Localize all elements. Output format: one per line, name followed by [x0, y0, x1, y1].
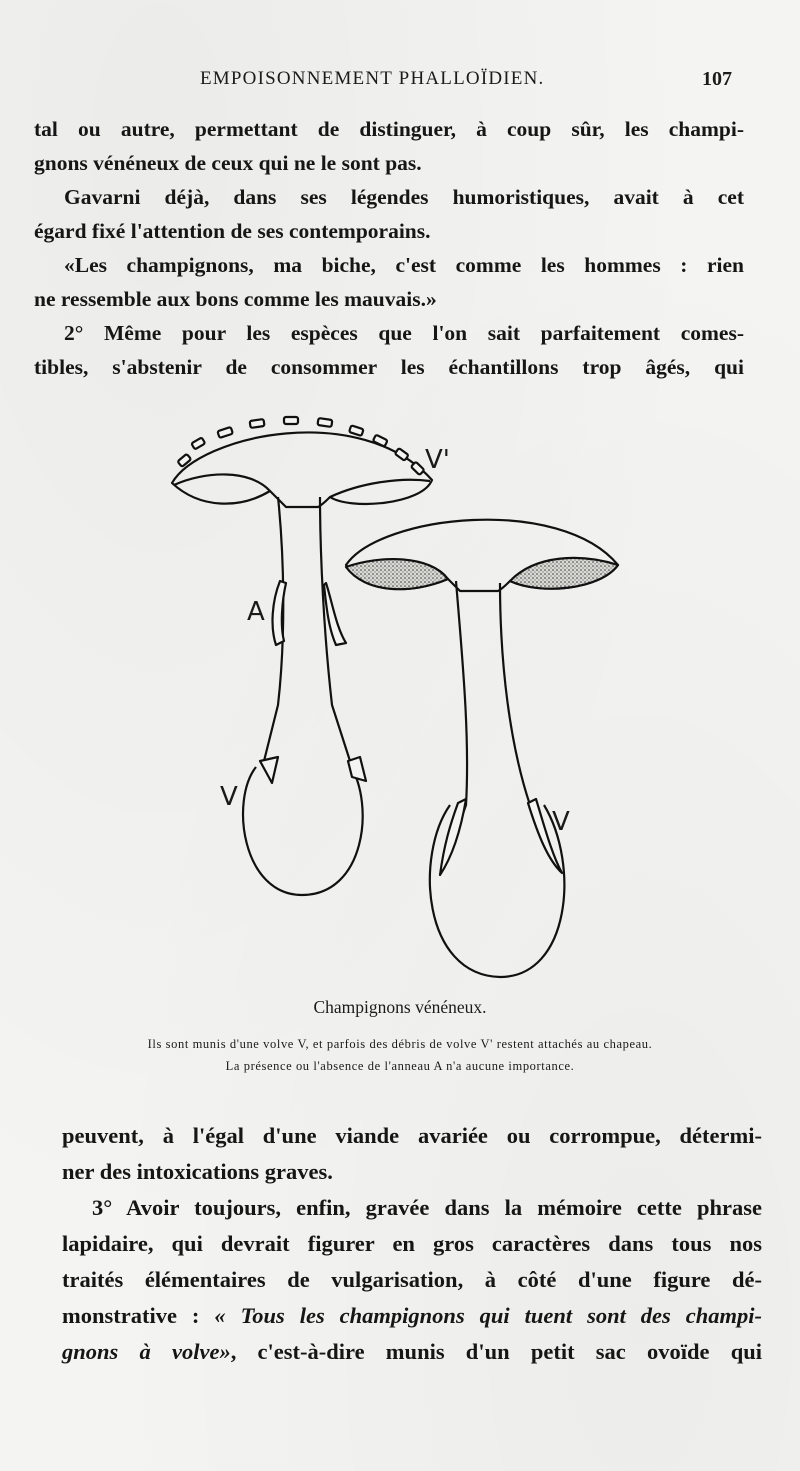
- quote-fragment: gnons à volve»: [62, 1339, 231, 1364]
- cap-debris: [349, 425, 364, 436]
- text-line: Gavarni déjà, dans ses légendes humoristiques, avait à cet: [64, 185, 744, 209]
- left-ring-right: [324, 583, 346, 645]
- cap-debris: [250, 419, 265, 428]
- page-number: 107: [702, 68, 732, 90]
- text-line: 3° Avoir toujours, enfin, gravée dans la mémoire cette phrase: [92, 1195, 762, 1220]
- left-volva-flap-right: [348, 757, 366, 781]
- cap-debris: [373, 435, 388, 447]
- right-gills-left: [346, 559, 448, 589]
- text-line: «Les champignons, ma biche, c'est comme les hommes : rien: [64, 253, 744, 277]
- right-volva-flap-left: [440, 799, 466, 875]
- left-cap: [172, 432, 432, 507]
- text-line: tibles, s'abstenir de consommer les échantillons trop âgés, qui: [34, 355, 744, 379]
- cap-debris: [318, 418, 333, 427]
- left-mushroom: [172, 417, 432, 895]
- label-v-right: V: [552, 807, 570, 837]
- figure-title: Champignons vénéneux.: [313, 997, 487, 1017]
- text-line: tal ou autre, permettant de distinguer, à coup sûr, les champi-: [34, 117, 744, 141]
- cap-debris: [191, 437, 205, 449]
- text-line: ner des intoxications graves.: [62, 1159, 333, 1184]
- top-paragraphs: [34, 112, 744, 384]
- cap-debris: [395, 448, 409, 461]
- right-mushroom: [346, 520, 618, 977]
- label-a: A: [247, 597, 265, 627]
- bottom-paragraphs: [62, 1118, 762, 1370]
- figure-caption-line: Ils sont munis d'une volve V, et parfois des débris de volve V' restent attachés au chapeau.: [147, 1037, 653, 1051]
- text-line: 2° Même pour les espèces que l'on sait parfaitement comes-: [64, 321, 744, 345]
- cap-debris: [217, 427, 232, 438]
- text-line: égard fixé l'attention de ses contemporains.: [34, 219, 431, 243]
- mushroom-illustration: [160, 405, 630, 990]
- label-v-left: V: [220, 782, 238, 812]
- text-line: [62, 1334, 762, 1370]
- text-line: traités élémentaires de vulgarisation, à côté d'une figure dé-: [62, 1267, 762, 1292]
- text-fragment: , c'est-à-dire munis d'un petit sac ovoïde qui: [230, 1339, 763, 1364]
- figure-caption-line: La présence ou l'absence de l'anneau A n'a aucune importance.: [225, 1059, 575, 1073]
- cap-debris: [411, 462, 424, 475]
- text-line: lapidaire, qui devrait figurer en gros caractères dans tous nos: [62, 1231, 762, 1256]
- text-line: gnons vénéneux de ceux qui ne le sont pas.: [34, 151, 422, 175]
- label-v-prime: V': [425, 445, 450, 475]
- text-line: peuvent, à l'égal d'une viande avariée ou corrompue, détermi-: [62, 1123, 762, 1148]
- chapter-title: EMPOISONNEMENT PHALLOÏDIEN.: [200, 68, 545, 89]
- left-gill-left: [174, 474, 270, 491]
- right-gills-right: [510, 558, 618, 589]
- left-volva: [243, 765, 363, 895]
- quote-fragment: « Tous les champignons qui tuent sont des champi-: [214, 1303, 762, 1328]
- left-volva-flap-left: [260, 757, 278, 783]
- text-line: [62, 1298, 762, 1334]
- running-header: [200, 68, 740, 98]
- cap-debris: [284, 417, 298, 424]
- text-line: ne ressemble aux bons comme les mauvais.»: [34, 287, 437, 311]
- text-fragment: monstrative :: [62, 1303, 215, 1328]
